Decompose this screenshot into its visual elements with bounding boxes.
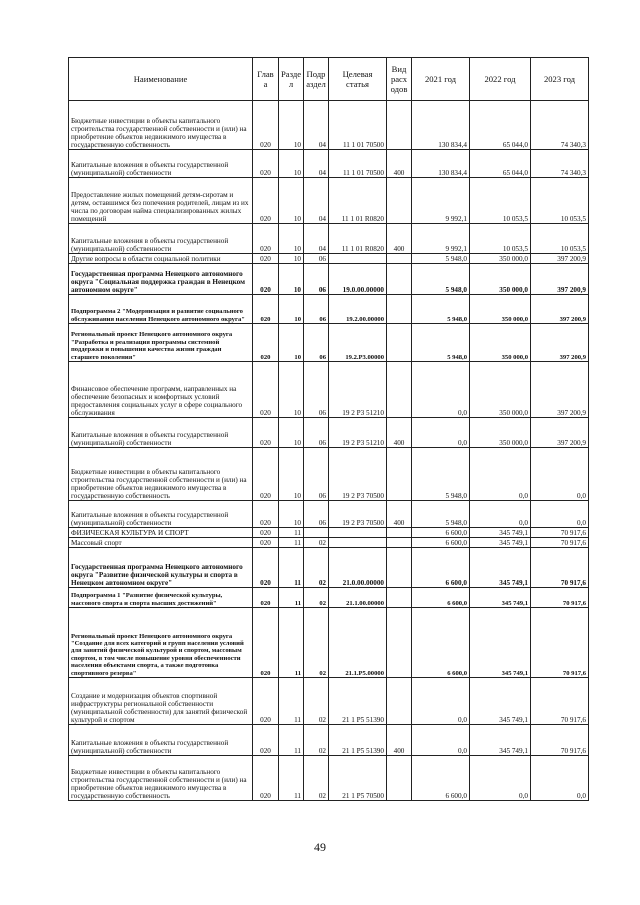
row-2022: 0,0	[470, 756, 531, 801]
row-2022: 350 000,0	[470, 362, 531, 418]
row-2022: 65 044,0	[470, 150, 531, 178]
row-podrazdel: 06	[304, 501, 329, 528]
row-name: Другие вопросы в области социальной политики	[69, 254, 253, 264]
row-podrazdel: 06	[304, 264, 329, 295]
row-glava: 020	[253, 418, 279, 448]
row-2021: 9 992,1	[412, 224, 470, 254]
row-podrazdel: 02	[304, 678, 329, 725]
row-name: Бюджетные инвестиции в объекты капитального строительства государственной собственности и (или) на приобретение объектов недвижимого имущества в государственную собственность	[69, 101, 253, 150]
row-podrazdel: 02	[304, 548, 329, 588]
row-target: 21 1 P5 51390	[329, 725, 387, 756]
row-2023: 397 200,9	[531, 324, 589, 362]
table-row	[69, 678, 589, 725]
row-2021: 0,0	[412, 362, 470, 418]
row-name: Подпрограмма 2 "Модернизация и развитие социального обслуживания населения Ненецкого автономного округа"	[69, 295, 253, 324]
table-row	[69, 548, 589, 588]
row-2021: 0,0	[412, 678, 470, 725]
row-2022: 345 749,1	[470, 678, 531, 725]
row-target: 19 2 P3 51210	[329, 362, 387, 418]
row-glava: 020	[253, 548, 279, 588]
row-razdel: 11	[279, 756, 304, 801]
row-razdel: 10	[279, 324, 304, 362]
row-name: Государственная программа Ненецкого автономного округа "Развитие физической культуры и спорта в Ненецком автономном округе"	[69, 548, 253, 588]
row-vid	[387, 678, 412, 725]
row-podrazdel: 02	[304, 756, 329, 801]
row-podrazdel: 06	[304, 418, 329, 448]
row-razdel: 10	[279, 448, 304, 501]
row-vid	[387, 588, 412, 608]
row-glava: 020	[253, 538, 279, 548]
row-razdel: 10	[279, 178, 304, 224]
row-target	[329, 254, 387, 264]
row-name: Создание и модернизация объектов спортивной инфраструктуры региональной собственности (муниципальной собственности) для занятий физической культурой и спортом	[69, 678, 253, 725]
row-name: ФИЗИЧЕСКАЯ КУЛЬТУРА И СПОРТ	[69, 528, 253, 538]
row-name: Капитальные вложения в объекты государственной (муниципальной) собственности	[69, 224, 253, 254]
row-2023: 70 917,6	[531, 538, 589, 548]
row-razdel: 11	[279, 678, 304, 725]
row-2022: 345 749,1	[470, 608, 531, 678]
row-podrazdel: 06	[304, 295, 329, 324]
row-name: Финансовое обеспечение программ, направленных на обеспечение безопасных и комфортных условий предоставления социальных услуг в сфере социального обслуживания	[69, 362, 253, 418]
header-2021: 2021 год	[412, 58, 470, 101]
row-2023: 74 340,3	[531, 101, 589, 150]
header-podrazdel: Подр аздел	[304, 58, 329, 101]
row-razdel: 10	[279, 254, 304, 264]
row-name: Подпрограмма 1 "Развитие физической культуры, массового спорта и спорта высших достижений"	[69, 588, 253, 608]
table-row	[69, 725, 589, 756]
header-glava: Глав а	[253, 58, 279, 101]
table-header-row	[69, 58, 589, 101]
header-name: Наименование	[69, 58, 253, 101]
row-vid	[387, 254, 412, 264]
row-glava: 020	[253, 324, 279, 362]
row-razdel: 11	[279, 538, 304, 548]
page-number: 49	[314, 840, 326, 854]
row-2023: 70 917,6	[531, 588, 589, 608]
row-vid	[387, 528, 412, 538]
table-row	[69, 264, 589, 295]
row-target: 19.2.00.00000	[329, 295, 387, 324]
header-razdel: Разде л	[279, 58, 304, 101]
row-name: Капитальные вложения в объекты государственной (муниципальной) собственности	[69, 150, 253, 178]
row-glava: 020	[253, 254, 279, 264]
row-vid	[387, 324, 412, 362]
row-2022: 345 749,1	[470, 588, 531, 608]
row-razdel: 10	[279, 101, 304, 150]
table-row	[69, 608, 589, 678]
row-razdel: 11	[279, 725, 304, 756]
row-vid	[387, 295, 412, 324]
table-row	[69, 418, 589, 448]
row-name: Бюджетные инвестиции в объекты капитального строительства государственной собственности и (или) на приобретение объектов недвижимого имущества в государственную собственность	[69, 756, 253, 801]
row-2023: 70 917,6	[531, 678, 589, 725]
row-vid	[387, 608, 412, 678]
row-podrazdel: 04	[304, 101, 329, 150]
row-razdel: 10	[279, 224, 304, 254]
row-name: Региональный проект Ненецкого автономного округа "Создание для всех категорий и групп населения условий для занятий физической культурой и спортом, массовым спортом, в том числе повышение уровня обеспеченности населения объектами спорта, а также подготовка спортивного резерва"	[69, 608, 253, 678]
row-target: 11 1 01 70500	[329, 101, 387, 150]
row-2023: 74 340,3	[531, 150, 589, 178]
row-2021: 5 948,0	[412, 295, 470, 324]
row-2022: 345 749,1	[470, 528, 531, 538]
row-vid	[387, 548, 412, 588]
table-row	[69, 528, 589, 538]
row-razdel: 10	[279, 295, 304, 324]
row-vid	[387, 178, 412, 224]
table-row	[69, 224, 589, 254]
row-podrazdel: 06	[304, 254, 329, 264]
row-name: Массовый спорт	[69, 538, 253, 548]
table-row	[69, 501, 589, 528]
table-row	[69, 538, 589, 548]
row-podrazdel: 06	[304, 448, 329, 501]
row-vid	[387, 362, 412, 418]
header-target: Целевая статья	[329, 58, 387, 101]
row-vid	[387, 538, 412, 548]
row-vid: 400	[387, 501, 412, 528]
row-target: 21 1 P5 51390	[329, 678, 387, 725]
row-name: Государственная программа Ненецкого автономного округа "Социальная поддержка граждан в Ненецком автономном округе"	[69, 264, 253, 295]
table-row	[69, 295, 589, 324]
row-glava: 020	[253, 178, 279, 224]
row-2021: 0,0	[412, 725, 470, 756]
row-glava: 020	[253, 150, 279, 178]
row-podrazdel: 02	[304, 538, 329, 548]
row-glava: 020	[253, 501, 279, 528]
row-glava: 020	[253, 224, 279, 254]
row-vid	[387, 448, 412, 501]
row-razdel: 11	[279, 528, 304, 538]
table-row	[69, 150, 589, 178]
row-podrazdel: 02	[304, 588, 329, 608]
row-2023: 0,0	[531, 501, 589, 528]
row-2022: 10 053,5	[470, 178, 531, 224]
row-target: 21.0.00.00000	[329, 548, 387, 588]
row-2023: 0,0	[531, 756, 589, 801]
row-2023: 397 200,9	[531, 264, 589, 295]
row-2022: 65 044,0	[470, 101, 531, 150]
table-row	[69, 362, 589, 418]
table-row	[69, 254, 589, 264]
row-2021: 6 600,0	[412, 528, 470, 538]
row-glava: 020	[253, 588, 279, 608]
row-target: 19 2 P3 70500	[329, 448, 387, 501]
row-target: 11 1 01 R0820	[329, 178, 387, 224]
row-2022: 350 000,0	[470, 264, 531, 295]
header-2023: 2023 год	[531, 58, 589, 101]
row-2021: 5 948,0	[412, 264, 470, 295]
table-row	[69, 448, 589, 501]
row-podrazdel	[304, 528, 329, 538]
row-2022: 0,0	[470, 501, 531, 528]
row-target: 21 1 P5 70500	[329, 756, 387, 801]
row-glava: 020	[253, 448, 279, 501]
row-glava: 020	[253, 678, 279, 725]
row-2021: 5 948,0	[412, 254, 470, 264]
row-podrazdel: 04	[304, 150, 329, 178]
row-target: 21.1.P5.00000	[329, 608, 387, 678]
row-2021: 6 600,0	[412, 538, 470, 548]
row-vid	[387, 756, 412, 801]
row-2021: 6 600,0	[412, 756, 470, 801]
row-podrazdel: 04	[304, 224, 329, 254]
row-target	[329, 538, 387, 548]
row-2023: 10 053,5	[531, 224, 589, 254]
row-vid	[387, 264, 412, 295]
row-2021: 130 834,4	[412, 101, 470, 150]
row-2023: 70 917,6	[531, 608, 589, 678]
row-target: 19 2 P3 51210	[329, 418, 387, 448]
row-vid: 400	[387, 725, 412, 756]
row-podrazdel: 06	[304, 362, 329, 418]
row-2022: 350 000,0	[470, 324, 531, 362]
row-vid: 400	[387, 224, 412, 254]
row-name: Капитальные вложения в объекты государственной (муниципальной) собственности	[69, 501, 253, 528]
row-glava: 020	[253, 101, 279, 150]
row-2023: 70 917,6	[531, 725, 589, 756]
row-2022: 350 000,0	[470, 418, 531, 448]
row-2023: 397 200,9	[531, 362, 589, 418]
row-razdel: 10	[279, 264, 304, 295]
row-vid: 400	[387, 150, 412, 178]
row-2023: 397 200,9	[531, 295, 589, 324]
row-name: Капитальные вложения в объекты государственной (муниципальной) собственности	[69, 418, 253, 448]
row-razdel: 10	[279, 150, 304, 178]
row-2022: 345 749,1	[470, 548, 531, 588]
table-row	[69, 756, 589, 801]
row-target: 21.1.00.00000	[329, 588, 387, 608]
budget-table	[68, 57, 589, 801]
row-razdel: 11	[279, 548, 304, 588]
table-row	[69, 178, 589, 224]
row-glava: 020	[253, 608, 279, 678]
row-target: 19 2 P3 70500	[329, 501, 387, 528]
row-2021: 5 948,0	[412, 324, 470, 362]
row-razdel: 11	[279, 608, 304, 678]
row-name: Региональный проект Ненецкого автономного округа "Разработка и реализация программы системной поддержки и повышения качества жизни граждан старшего поколения"	[69, 324, 253, 362]
row-razdel: 10	[279, 362, 304, 418]
row-2022: 10 053,5	[470, 224, 531, 254]
row-2021: 6 600,0	[412, 608, 470, 678]
row-2021: 9 992,1	[412, 178, 470, 224]
table-row	[69, 588, 589, 608]
row-vid: 400	[387, 418, 412, 448]
row-vid	[387, 101, 412, 150]
row-target: 11 1 01 R0820	[329, 224, 387, 254]
row-2022: 345 749,1	[470, 538, 531, 548]
row-glava: 020	[253, 756, 279, 801]
row-glava: 020	[253, 725, 279, 756]
row-2021: 5 948,0	[412, 501, 470, 528]
table-row	[69, 324, 589, 362]
row-name: Капитальные вложения в объекты государственной (муниципальной) собственности	[69, 725, 253, 756]
row-glava: 020	[253, 528, 279, 538]
row-target: 19.0.00.00000	[329, 264, 387, 295]
row-2022: 345 749,1	[470, 725, 531, 756]
row-2023: 397 200,9	[531, 254, 589, 264]
row-2022: 0,0	[470, 448, 531, 501]
row-podrazdel: 06	[304, 324, 329, 362]
row-razdel: 11	[279, 588, 304, 608]
budget-table-page	[68, 57, 588, 801]
row-2021: 130 834,4	[412, 150, 470, 178]
row-target	[329, 528, 387, 538]
row-podrazdel: 04	[304, 178, 329, 224]
row-2022: 350 000,0	[470, 295, 531, 324]
row-name: Бюджетные инвестиции в объекты капитального строительства государственной собственности и (или) на приобретение объектов недвижимого имущества в государственную собственность	[69, 448, 253, 501]
row-name: Предоставление жилых помещений детям-сиротам и детям, оставшимся без попечения родителей, лицам из их числа по договорам найма специализированных жилых помещений	[69, 178, 253, 224]
row-2022: 350 000,0	[470, 254, 531, 264]
row-podrazdel: 02	[304, 725, 329, 756]
row-2023: 10 053,5	[531, 178, 589, 224]
row-2021: 6 600,0	[412, 588, 470, 608]
row-2021: 5 948,0	[412, 448, 470, 501]
row-glava: 020	[253, 264, 279, 295]
row-2023: 0,0	[531, 448, 589, 501]
header-vid: Вид расх одов	[387, 58, 412, 101]
row-2021: 6 600,0	[412, 548, 470, 588]
row-razdel: 10	[279, 501, 304, 528]
row-2023: 70 917,6	[531, 548, 589, 588]
row-2023: 70 917,6	[531, 528, 589, 538]
row-target: 19.2.P3.00000	[329, 324, 387, 362]
table-row	[69, 101, 589, 150]
row-podrazdel: 02	[304, 608, 329, 678]
row-2021: 0,0	[412, 418, 470, 448]
row-glava: 020	[253, 362, 279, 418]
row-2023: 397 200,9	[531, 418, 589, 448]
row-glava: 020	[253, 295, 279, 324]
row-razdel: 10	[279, 418, 304, 448]
row-target: 11 1 01 70500	[329, 150, 387, 178]
header-2022: 2022 год	[470, 58, 531, 101]
